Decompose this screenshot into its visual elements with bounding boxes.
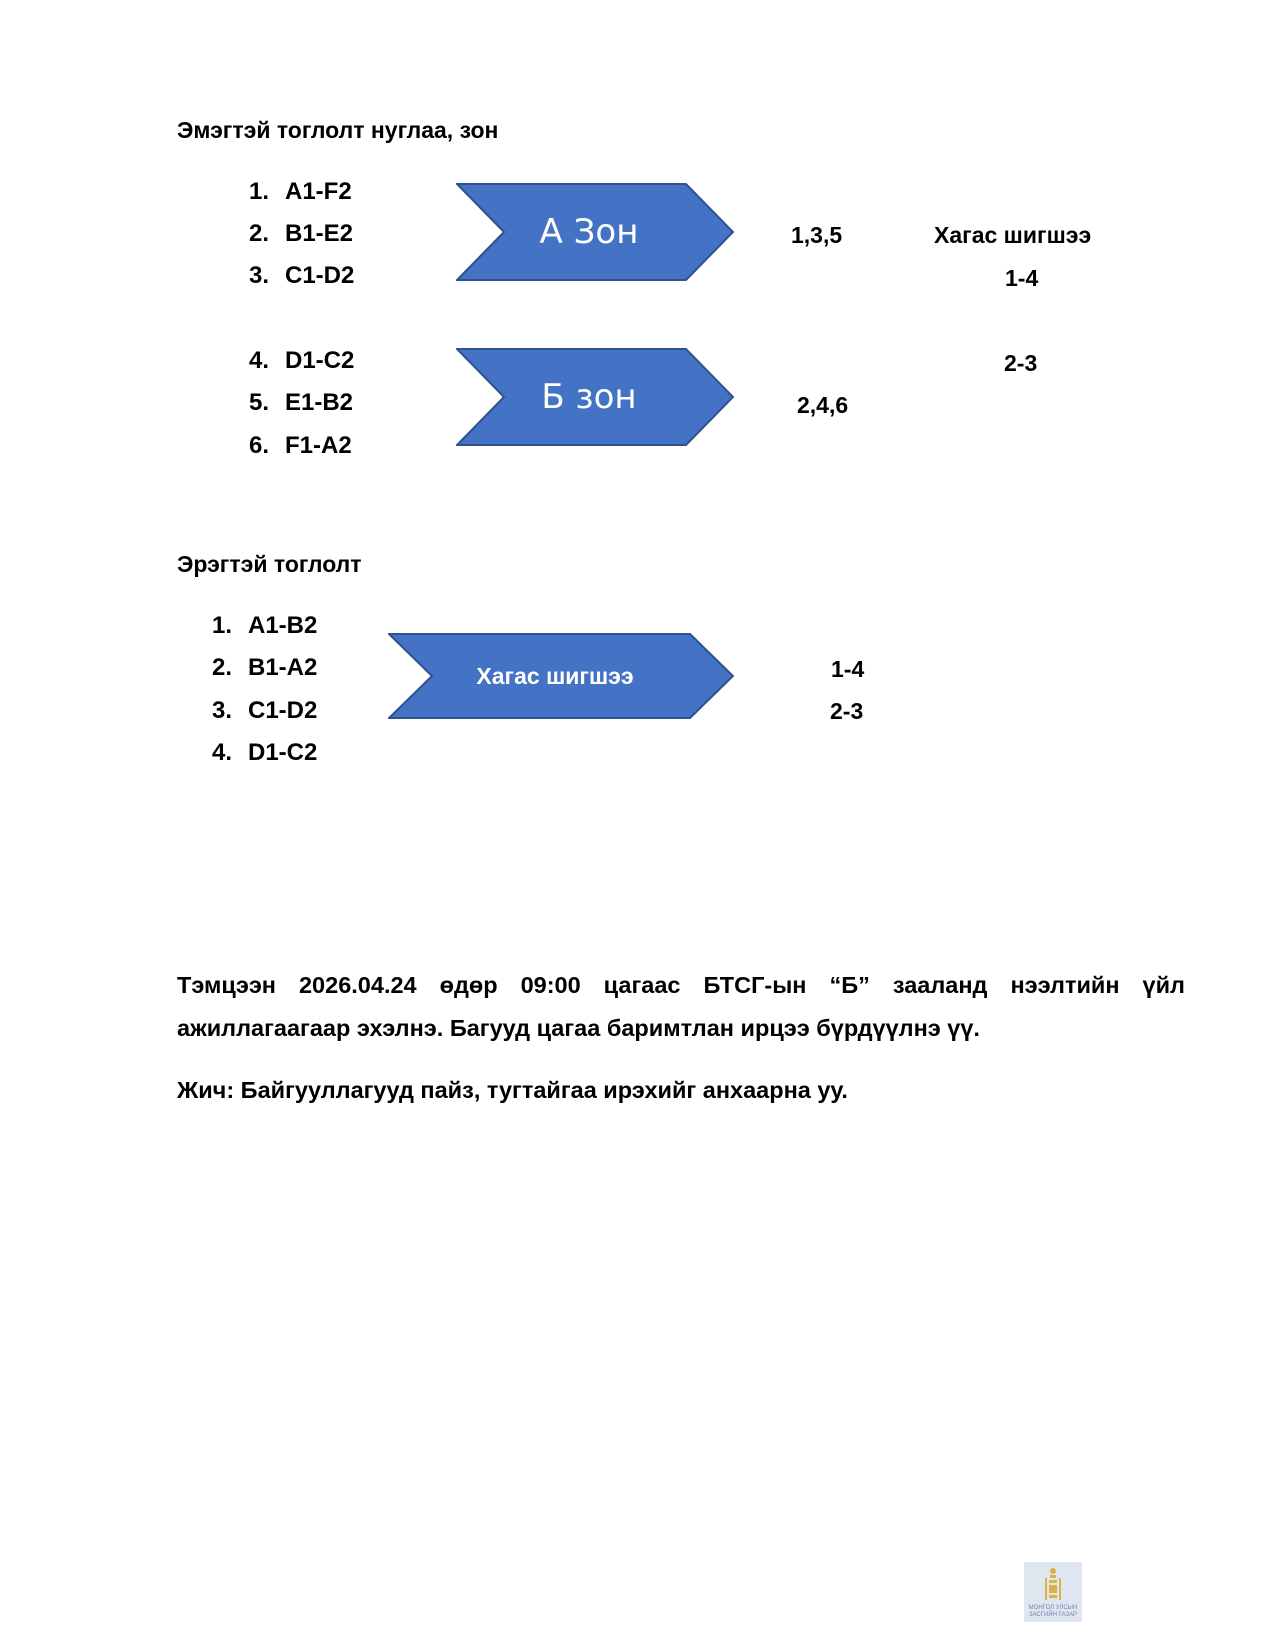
men-item-4 — [212, 739, 317, 767]
women-semifinal-label: Хагас шигшээ — [934, 222, 1092, 248]
women-item-2 — [249, 220, 353, 248]
match-text: C1-D2 — [285, 262, 355, 289]
item-number: 1. — [212, 612, 233, 639]
match-text: C1-D2 — [248, 697, 318, 724]
zone-b-label: Б зон — [541, 377, 637, 417]
men-semifinal-arrow-label: Хагас шигшээ — [476, 662, 634, 689]
match-text: A1-B2 — [248, 612, 318, 639]
women-heading: Эмэгтэй тоглолт нуглаа, зон — [177, 117, 499, 143]
notice-paragraph: Тэмцээн 2026.04.24 өдөр 09:00 цагаас БТСГ-ын “Б” зааланд нээлтийн үйл ажиллагаагаар эхэлнэ. Багууд цагаа баримтлан ирцээ бүрдүүлнэ үү. — [177, 972, 1185, 1041]
men-semifinal-pair-2: 2-3 — [830, 698, 864, 724]
women-semifinal-pair-1: 1-4 — [1005, 265, 1039, 291]
item-number: 3. — [212, 697, 233, 724]
women-item-6 — [249, 432, 352, 460]
emblem-text-line-2: ЗАСГИЙН ГАЗАР — [1028, 1612, 1078, 1618]
zone-a-arrow — [456, 183, 734, 281]
match-text: E1-B2 — [285, 389, 354, 416]
item-number: 4. — [212, 739, 233, 766]
match-text: B1-E2 — [285, 220, 354, 247]
government-emblem-logo — [1024, 1562, 1082, 1622]
men-semifinal-pair-1: 1-4 — [831, 656, 865, 682]
men-heading: Эрэгтэй тоглолт — [177, 551, 362, 577]
zone-a-games: 1,3,5 — [791, 222, 843, 248]
zone-b-games: 2,4,6 — [797, 392, 849, 418]
match-text: D1-C2 — [285, 347, 355, 374]
women-item-1 — [249, 178, 352, 206]
women-item-4 — [249, 347, 354, 375]
men-semifinal-arrow — [388, 633, 734, 719]
item-number: 5. — [249, 389, 270, 416]
note-paragraph: Жич: Байгууллагууд пайз, тугтайгаа ирэхийг анхаарна уу. — [177, 1077, 848, 1103]
zone-a-label: А Зон — [539, 212, 639, 252]
men-item-2 — [212, 654, 317, 682]
item-number: 3. — [249, 262, 270, 289]
match-text: A1-F2 — [285, 178, 352, 205]
women-item-5 — [249, 389, 353, 417]
match-text: D1-C2 — [248, 739, 318, 766]
women-semifinal-pair-2: 2-3 — [1004, 350, 1038, 376]
item-number: 2. — [249, 220, 270, 247]
emblem-text-line-1: МОНГОЛ УЛСЫН — [1028, 1605, 1078, 1611]
item-number: 6. — [249, 432, 270, 459]
zone-b-arrow — [456, 348, 734, 446]
item-number: 4. — [249, 347, 270, 374]
item-number: 1. — [249, 178, 270, 205]
women-item-3 — [249, 262, 354, 290]
item-number: 2. — [212, 654, 233, 681]
match-text: F1-A2 — [285, 432, 352, 459]
men-item-1 — [212, 612, 317, 640]
match-text: B1-A2 — [248, 654, 318, 681]
men-item-3 — [212, 697, 317, 725]
soyombo-icon — [1024, 1564, 1082, 1604]
